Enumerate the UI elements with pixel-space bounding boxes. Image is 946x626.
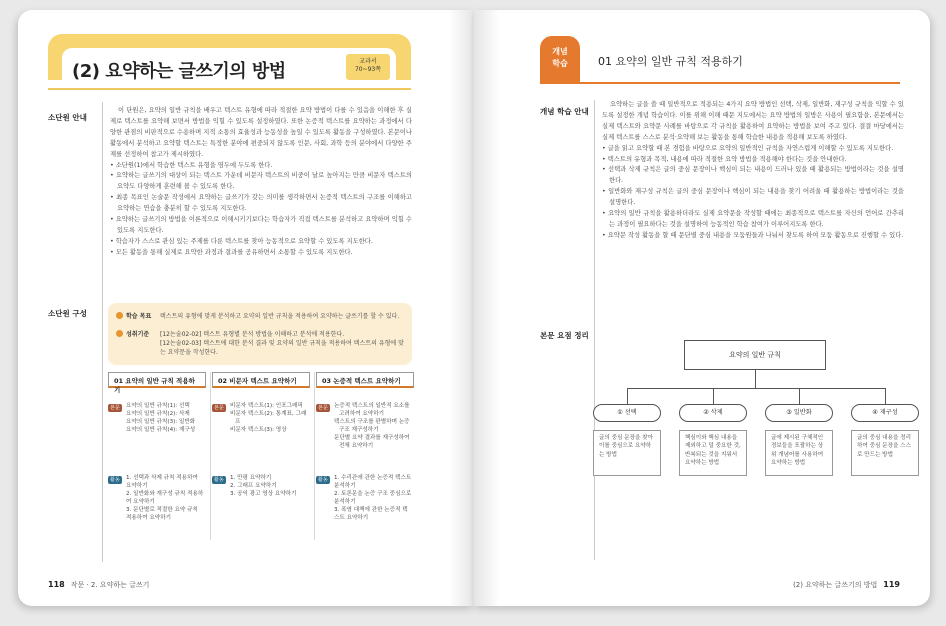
structure-column-2: [212, 372, 310, 540]
body-tag: 본문: [108, 404, 122, 412]
activity-item: 1. 수리관에 관한 논증적 텍스트 분석하기: [334, 475, 412, 489]
goal-dot-icon: [116, 312, 123, 319]
diagram-desc-reconstruct: 글의 중심 내용을 정리하여 중심 문장을 스스로 만드는 방법: [851, 430, 919, 476]
guide-bullet: • 텍스트의 유형과 목적, 내용에 따라 적절한 요약 방법을 적용해야 한다는 것을 안내한다.: [602, 155, 904, 166]
connector-line: [885, 388, 886, 404]
activity-tag: 활동: [108, 476, 122, 484]
diagram-node-delete: ② 삭제: [679, 404, 747, 422]
structure-column-1: [108, 372, 206, 540]
guide-bullet-list: [602, 144, 904, 242]
page-gutter-shadow: [448, 10, 474, 606]
summary-label: 본문 요점 정리: [540, 331, 589, 340]
guide-paragraph: 요약하는 글을 쓸 때 일반적으로 적용되는 4가지 요약 방법인 선택, 삭제, 일반화, 재구성 규칙을 익할 수 있도록 설정한 개념 학습이다. 이를 위해 이해 때문 지도에서는 요약 방법의 일방은 사용이 필요함을, 본문에서는 실제 텍스트와 요약문 사례를 바탕으로 각 규칙을 활용하여 요약하는 방법을 보여 주고 있다. 결결 마당에서는 실제 텍스트를 스스로 분석·요약해 보는 활동을 통해 학습한 내용을 적용해 보도록 하였다.: [602, 101, 904, 141]
connector-line: [755, 370, 756, 388]
body-item: 요약의 일반 규칙(2): 삭제: [126, 411, 190, 417]
page-footer-left: [48, 580, 149, 590]
right-page: [474, 10, 930, 606]
activity-item: 2. 그래프 요약하기: [230, 483, 277, 489]
goal-text: 텍스트의 유형에 맞게 분석하고 요약의 일반 규칙을 적용하여 요약하는 글쓰기를 할 수 있다.: [160, 313, 400, 320]
standard-dot-icon: [116, 330, 123, 337]
activity-tag: 활동: [212, 476, 226, 484]
body-list: [334, 402, 414, 450]
diagram-desc-select: 글의 중심 문장을 찾아 이를 중심으로 요약하는 방법: [593, 430, 661, 476]
column-separator: [210, 372, 211, 540]
activity-item: 3. 문단별로 적절한 요약 규칙 적용하여 요약하기: [126, 507, 198, 521]
body-item: 비문자 텍스트(1): 인포그래픽: [230, 403, 303, 409]
learning-goal-box: [108, 303, 412, 365]
body-item: 비문자 텍스트(3): 영상: [230, 427, 287, 433]
chapter-header: [48, 34, 411, 80]
activity-item: 2. 일반화와 재구성 규칙 적용하여 요약하기: [126, 491, 204, 505]
body-tag: 본문: [212, 404, 226, 412]
chapter-title: (2) 요약하는 글쓰기의 방법: [72, 61, 286, 82]
section-title: 01 요약의 일반 규칙 적용하기: [598, 55, 743, 68]
guide-bullet: • 요약문 작성 활동을 할 때 문단별 중심 내용을 모둠원들과 나눠서 찾도록 하여 모둠 활동으로 진행할 수 있다.: [602, 231, 904, 242]
textbook-page-badge: [346, 54, 390, 80]
connector-line: [713, 388, 714, 404]
column-header: 02 비문자 텍스트 요약하기: [212, 372, 310, 388]
connector-line: [627, 388, 886, 389]
body-item: 요약의 일반 규칙(1): 선택: [126, 403, 190, 409]
intro-bullet: • 최종 목표인 논술문 작성에서 요약하는 글쓰기가 갖는 의미를 생각하면서 논증적 텍스트의 구조를 이해하고 요약하는 연습을 충분히 할 수 있도록 지도한다.: [110, 193, 412, 215]
body-tag: 본문: [316, 404, 330, 412]
body-item: 요약의 일반 규칙(3): 일반화: [126, 419, 196, 425]
page-gutter-shadow: [474, 10, 500, 606]
structure-column-3: [316, 372, 414, 540]
diagram-node-generalize: ③ 일반화: [765, 404, 833, 422]
goal-row: [116, 312, 406, 321]
guide-bullet: • 요약의 일반 규칙을 활용하더라도 실제 요약문을 작성할 때에는 최종적으로 텍스트를 자신의 언어로 간추리는 과정이 필요하다는 것을 설명하여 능동적인 학습 참여가 이루어지도록 한다.: [602, 209, 904, 231]
body-item: 문단별 요약 결과를 재구성하여 전체 요약하기: [334, 435, 410, 449]
activity-item: 3. 공익 광고 영상 요약하기: [230, 491, 297, 497]
column-header: 03 논증적 텍스트 요약하기: [316, 372, 414, 388]
standard-text-1: [12논술02-02] 텍스트 유형별 분석 방법을 이해하고 분석에 적용한다.: [160, 331, 345, 338]
standard-tag: 성취기준: [116, 330, 160, 339]
activity-list: [126, 474, 204, 522]
connector-line: [799, 388, 800, 404]
intro-section: [110, 106, 412, 259]
left-page: [18, 10, 474, 606]
margin-divider: [594, 100, 595, 560]
goal-tag: 학습 목표: [116, 312, 160, 321]
column-separator: [314, 372, 315, 540]
footer-text: 작문 · 2. 요약하는 글쓰기: [70, 581, 150, 589]
margin-divider: [102, 102, 103, 562]
body-list: [126, 402, 206, 434]
intro-bullet: • 소단원(1)에서 학습한 텍스트 유형을 염두에 두도록 한다.: [110, 161, 412, 172]
body-item: 비문자 텍스트(2): 통계표, 그래프: [230, 411, 307, 425]
diagram-node-reconstruct: ④ 재구성: [851, 404, 919, 422]
body-item: 요약의 일반 규칙(4): 재구성: [126, 427, 196, 433]
intro-bullet: • 요약하는 글쓰기의 대상이 되는 텍스트 가운데 비문자 텍스트의 비중이 날로 높아지는 만큼 비문자 텍스트의 요약도 다양하게 훈련해 볼 수 있도록 한다.: [110, 171, 412, 193]
activity-item: 3. 폭염 대책에 관한 논증적 텍스트 요약하기: [334, 507, 408, 521]
diagram-node-select: ① 선택: [593, 404, 661, 422]
badge-line-1: 교과서: [359, 58, 377, 65]
badge-line-2: 70~93쪽: [354, 66, 382, 74]
guide-bullet: • 글을 읽고 요약할 때 본 경험을 바탕으로 요약의 일반적인 규칙을 자연스럽게 이해할 수 있도록 지도한다.: [602, 144, 904, 155]
activity-list: [334, 474, 412, 522]
intro-label: 소단원 안내: [48, 113, 87, 122]
activity-item: 1. 선택과 삭제 규칙 적용하여 요약하기: [126, 475, 198, 489]
header-divider: [48, 88, 411, 90]
activity-item: 2. 토론문을 논증 구조 중심으로 분석하기: [334, 491, 412, 505]
page-footer-right: [793, 580, 900, 590]
body-list: [230, 402, 310, 434]
intro-bullet-list: [110, 161, 412, 259]
intro-bullet: • 학습자가 스스로 관심 있는 주제를 다룬 텍스트를 찾아 능동적으로 요약할 수 있도록 지도한다.: [110, 237, 412, 248]
chapter-header-card: [62, 48, 396, 88]
diagram-desc-generalize: 글에 제시된 구체적인 정보들을 포괄하는 상위 개념어를 사용하여 요약하는 방법: [765, 430, 833, 476]
guide-section: [602, 100, 904, 242]
body-item: 논증적 텍스트의 일반적 요소를 고려하여 요약하기: [334, 403, 410, 417]
page-number: 118: [48, 580, 65, 589]
badge-line-2: 학습: [552, 59, 568, 68]
intro-bullet: • 요약하는 글쓰기의 방법을 이론적으로 이해시키기보다는 학습자가 직접 텍스트를 분석하고 요약하며 익힐 수 있도록 지도한다.: [110, 215, 412, 237]
guide-bullet: • 선택과 삭제 규칙은 글의 중심 문장이나 핵심이 되는 내용이 드러나 있을 때 활용되는 방법이라는 것을 설명한다.: [602, 165, 904, 187]
body-item: 텍스트의 구조를 판별하며 논증 구조 재구성하기: [334, 419, 410, 433]
standard-text-2: [12논술02-03] 텍스트에 대한 분석 결과 및 요약의 일반 규칙을 적용하여 텍스트의 유형에 맞는 요약문을 작성한다.: [160, 340, 404, 356]
badge-line-1: 개념: [552, 47, 568, 56]
standard-row: [116, 330, 406, 357]
diagram-root-node: 요약의 일반 규칙: [684, 340, 826, 370]
diagram-desc-delete: 핵심이와 핵심 내용을 제외하고 덜 중요한 것, 반복되는 것을 지워서 요약하는 방법: [679, 430, 747, 476]
footer-text: (2) 요약하는 글쓰기의 방법: [793, 581, 878, 589]
column-header: 01 요약의 일반 규칙 적용하기: [108, 372, 206, 388]
activity-item: 1. 만평 요약하기: [230, 475, 272, 481]
intro-bullet: • 모든 활동을 통해 실제로 요약한 과정과 결과를 공유하면서 소통할 수 있도록 지도한다.: [110, 248, 412, 259]
header-divider: [540, 82, 900, 84]
page-number: 119: [883, 580, 900, 589]
activity-tag: 활동: [316, 476, 330, 484]
connector-line: [627, 388, 628, 404]
concept-learning-badge: [540, 36, 580, 82]
guide-bullet: • 일반화와 재구성 규칙은 글의 중심 문장이나 핵심이 되는 내용을 찾기 어려울 때 활용하는 방법이라는 것을 설명한다.: [602, 187, 904, 209]
structure-label: 소단원 구성: [48, 309, 87, 318]
guide-label: 개념 학습 안내: [540, 107, 589, 116]
activity-list: [230, 474, 308, 498]
intro-paragraph: 이 단원은, 요약의 일반 규칙을 배우고 텍스트 유형에 따라 적절한 요약 방법이 다를 수 있음을 이해한 후 실제로 텍스트를 요약해 보면서 방법을 익힐 수 있도록 설정하였다. 또한 논증적 텍스트를 요약하는 과정에서 다양한 관점의 비판적으로 수용하며 지적 소통의 효율성과 능동성을 높일 수 있도록 활동을 구성하였다. 본문이나 활동에서 분석하고 요약할 텍스트는 특정한 분야에 편중되지 않도록 인문, 사회, 과학 등의 분야에서 다양한 주제를 선정하여 참고가 제시하였다.: [110, 107, 412, 158]
